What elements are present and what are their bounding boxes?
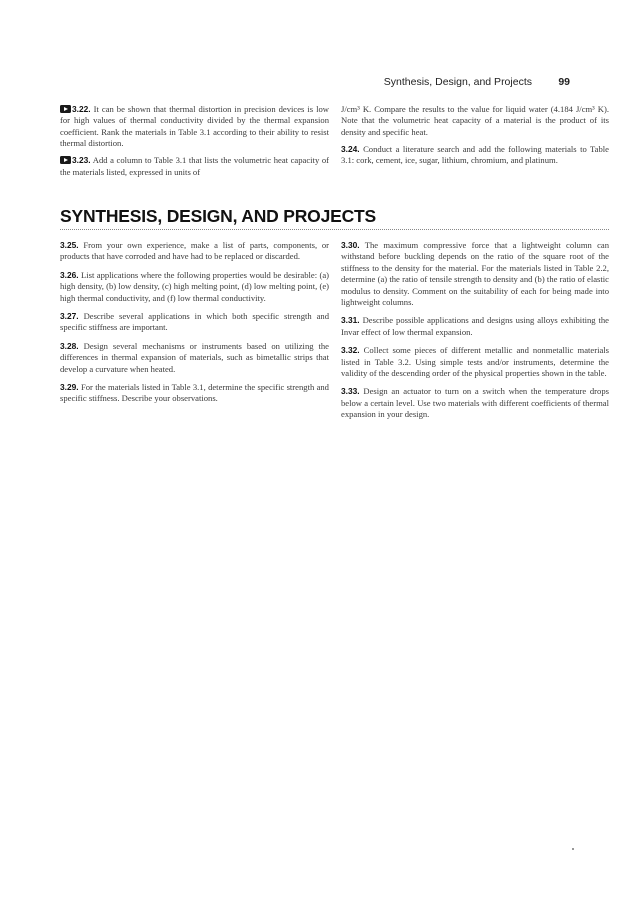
bottom-right-column (341, 240, 609, 428)
problem-3-30 (341, 240, 609, 308)
problem-3-22 (60, 104, 329, 150)
problem-number: 3.32. (341, 345, 360, 356)
problem-text: From your own experience, make a list of parts, components, or products that have corroded and have had to be replaced or discarded. (60, 240, 329, 262)
problem-number: 3.26. (60, 269, 79, 280)
problem-text: For the materials listed in Table 3.1, determine the specific strength and specific stiffness. Describe your observations. (60, 382, 329, 404)
section-divider (60, 229, 609, 230)
problem-number: 3.33. (341, 386, 360, 397)
problem-number: 3.25. (60, 240, 79, 250)
problem-text: Describe possible applications and designs using alloys exhibiting the Invar effect of low thermal expansion. (341, 315, 609, 337)
problem-number: 3.22. (72, 104, 91, 114)
problem-3-25 (60, 240, 329, 263)
top-right-column (341, 104, 609, 172)
problem-text: Describe several applications in which both specific strength and specific stiffness are important. (60, 311, 329, 333)
problem-3-32 (341, 345, 609, 379)
problem-number: 3.27. (60, 311, 79, 322)
problem-3-33 (341, 386, 609, 420)
problem-3-23-continued (341, 104, 609, 138)
top-left-column (60, 104, 329, 183)
scan-speck (572, 848, 574, 850)
problem-text: Design several mechanisms or instruments based on utilizing the differences in thermal expansion of materials, such as bimetallic strips that develop a curvature when heated. (60, 340, 329, 374)
problem-3-28 (60, 341, 329, 375)
problem-3-29 (60, 382, 329, 405)
problem-number: 3.29. (60, 382, 79, 393)
running-header (0, 76, 570, 88)
media-icon (60, 156, 71, 164)
problem-number: 3.30. (341, 240, 360, 250)
problem-number: 3.28. (60, 340, 79, 351)
problem-3-24 (341, 144, 609, 167)
problem-number: 3.23. (72, 155, 91, 166)
running-title: Synthesis, Design, and Projects (383, 76, 532, 88)
problem-number: 3.24. (341, 143, 360, 154)
section-title: SYNTHESIS, DESIGN, AND PROJECTS (60, 206, 376, 226)
problem-text: The maximum compressive force that a lightweight column can withstand before buckling depends on the ratio of the square root of the stiffness to the density for the material. For the materials listed in Table 2.2, determine (a) the ratio of tensile strength to density and (b) the ratio of elastic modulus to density. Comment on the suitability of each for being made into lightweight columns. (341, 240, 609, 308)
problem-text: List applications where the following properties would be desirable: (a) high density, (b) low density, (c) high melting point, (d) low melting point, (e) high thermal conductivity, and (f) low thermal conductivity. (60, 269, 329, 303)
problem-text: Conduct a literature search and add the following materials to Table 3.1: cork, cement, ice, sugar, lithium, chromium, and platinum. (341, 143, 609, 166)
page-number: 99 (558, 76, 570, 88)
problem-3-23 (60, 155, 329, 178)
problem-text: Add a column to Table 3.1 that lists the volumetric heat capacity of the materials listed, expressed in units of (60, 155, 329, 177)
problem-number: 3.31. (341, 315, 360, 326)
problem-text: It can be shown that thermal distortion in precision devices is low for high values of thermal conductivity divided by the thermal expansion coefficient. Rank the materials in Table 3.1 according to their ability to resist thermal distortion. (60, 104, 329, 149)
problem-text: J/cm³ K. Compare the results to the value for liquid water (4.184 J/cm³ K). Note that the volumetric heat capacity of a material is the product of its density and specific heat. (341, 104, 609, 137)
bottom-left-column (60, 240, 329, 412)
problem-3-26 (60, 270, 329, 304)
problem-3-31 (341, 315, 609, 338)
problem-text: Design an actuator to turn on a switch when the temperature drops below a certain level. Use two materials with different coefficients of thermal expansion in your design. (341, 386, 609, 420)
problem-text: Collect some pieces of different metallic and nonmetallic materials listed in Table 3.2. Using simple tests and/or instruments, determine the validity of the descending order of the physical properties shown in the table. (341, 345, 610, 379)
problem-3-27 (60, 311, 329, 334)
media-icon (60, 105, 71, 113)
